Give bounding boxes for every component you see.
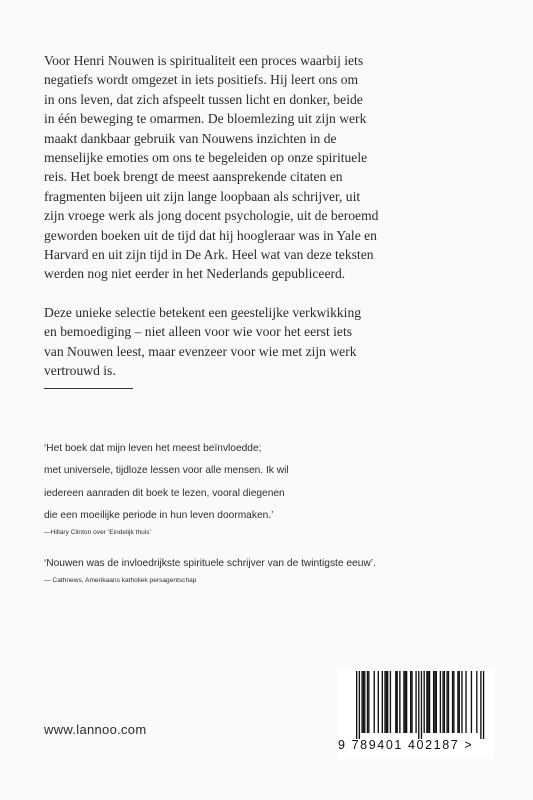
quote-attribution: —Hillary Clinton over ‘Eindelijk thuis’: [44, 529, 152, 537]
barcode-bar: [403, 671, 404, 733]
barcode-bar: [465, 671, 466, 733]
text-line: fragmenten bijeen uit zijn lange loopbaan als schrijver, uit: [44, 188, 361, 204]
quote-clinton: [44, 438, 514, 539]
text-line: en bemoediging – niet alleen voor wie voor het eerst iets: [44, 324, 353, 340]
barcode-bar: [361, 671, 362, 733]
divider-rule: [44, 388, 133, 389]
barcode-bar: [434, 671, 435, 733]
barcode-bar: [368, 671, 369, 733]
barcode-bar: [390, 671, 391, 733]
barcode-bar: [446, 671, 447, 733]
barcode-bar: [480, 671, 481, 739]
barcode-bar: [395, 671, 396, 733]
barcode-bar: [405, 671, 406, 733]
text-line: Harvard en uit zijn tijd in De Ark. Heel wat van deze teksten: [44, 247, 374, 263]
barcode-bar: [459, 671, 460, 733]
blurb-text: [44, 51, 494, 381]
text-line: iedereen aanraden dit boek te lezen, vooral diegenen: [44, 487, 285, 499]
text-line: zijn vroege werk als jong docent psychologie, uit de beroemd: [44, 208, 379, 224]
barcode-bar: [387, 671, 388, 733]
blurb-paragraph-2: [44, 303, 494, 381]
barcode-bar: [471, 671, 472, 733]
barcode-bar: [378, 671, 379, 733]
quote-text: [44, 438, 514, 527]
barcode-bar: [363, 671, 364, 733]
barcode-bar: [399, 671, 400, 733]
text-line: van Nouwen leest, maar evenzeer voor wie met zijn werk: [44, 343, 357, 359]
text-line: Deze unieke selectie betekent een geestelijke verkwikking: [44, 304, 362, 320]
barcode-bar: [433, 671, 434, 733]
barcode-bar: [374, 671, 375, 733]
barcode-bar: [444, 671, 445, 733]
text-line: werden nog niet eerder in het Nederlands gepubliceerd.: [44, 266, 346, 282]
barcode-bar: [415, 671, 416, 733]
barcode-bar: [397, 671, 398, 733]
text-line: reis. Het boek brengt de meest aansprekende citaten en: [44, 169, 343, 185]
text-line: die een moeilijke periode in hun leven doormaken.’: [44, 509, 274, 521]
publisher-website: www.lannoo.com: [44, 722, 147, 737]
blurb-paragraph-1: [44, 51, 494, 284]
barcode-bar: [426, 671, 427, 733]
text-line: negatiefs wordt omgezet in iets positiefs. Hij leert ons om: [44, 72, 359, 88]
text-line: in één beweging te omarmen. De bloemlezing uit zijn werk: [44, 111, 367, 127]
barcode-bar: [448, 671, 449, 733]
barcode-bar: [436, 671, 437, 733]
text-line: in ons leven, dat zich afspeelt tussen licht en donker, beide: [44, 91, 363, 107]
barcode-bar: [406, 671, 407, 733]
text-line: ‘Nouwen was de invloedrijkste spirituele schrijver van de twintigste eeuw’.: [44, 558, 376, 569]
barcode-bar: [442, 671, 443, 733]
barcode-bar: [428, 671, 429, 733]
isbn-number: 9 789401 402187 >: [338, 738, 474, 752]
text-line: vertrouwd is.: [44, 363, 116, 379]
barcode-bar: [410, 671, 411, 733]
barcode-bar: [421, 671, 422, 739]
barcode-bars: [338, 669, 493, 739]
barcode-bar: [424, 671, 425, 733]
text-line: geworden boeken uit de tijd dat hij hoogleraar was in Yale en: [44, 227, 377, 243]
quote-attribution: — Cathnews, Amerikaans katholiek persagentschap: [44, 577, 197, 585]
barcode-bar: [476, 671, 477, 733]
barcode-bar: [386, 671, 387, 733]
barcode-bar: [411, 671, 412, 733]
text-line: menselijke emoties om ons te begeleiden op onze spirituele: [44, 150, 368, 166]
barcode-bar: [382, 671, 383, 733]
text-line: met universele, tijdloze lessen voor alle mensen. Ik wil: [44, 465, 289, 477]
barcode-bar: [453, 671, 454, 733]
barcode-bar: [461, 671, 462, 733]
barcode-bar: [418, 671, 419, 739]
barcode-bar: [429, 671, 430, 733]
barcode-bar: [452, 671, 453, 733]
barcode-bar: [364, 671, 365, 733]
barcode-bar: [359, 671, 360, 739]
barcode-bar: [457, 671, 458, 733]
barcode-bar: [356, 671, 357, 739]
barcode-bar: [367, 671, 368, 733]
text-line: ‘Het boek dat mijn leven het meest beïnvloedde;: [44, 443, 262, 454]
quote-text: [44, 553, 514, 575]
text-line: maakt dankbaar gebruik van Nouwens inzichten in de: [44, 130, 337, 146]
quote-cathnews: [44, 553, 514, 587]
barcode-bar: [483, 671, 484, 739]
barcode-bar: [384, 671, 385, 733]
text-line: Voor Henri Nouwen is spiritualiteit een proces waarbij iets: [44, 53, 364, 68]
isbn-barcode: [338, 669, 493, 759]
barcode-bar: [440, 671, 441, 733]
